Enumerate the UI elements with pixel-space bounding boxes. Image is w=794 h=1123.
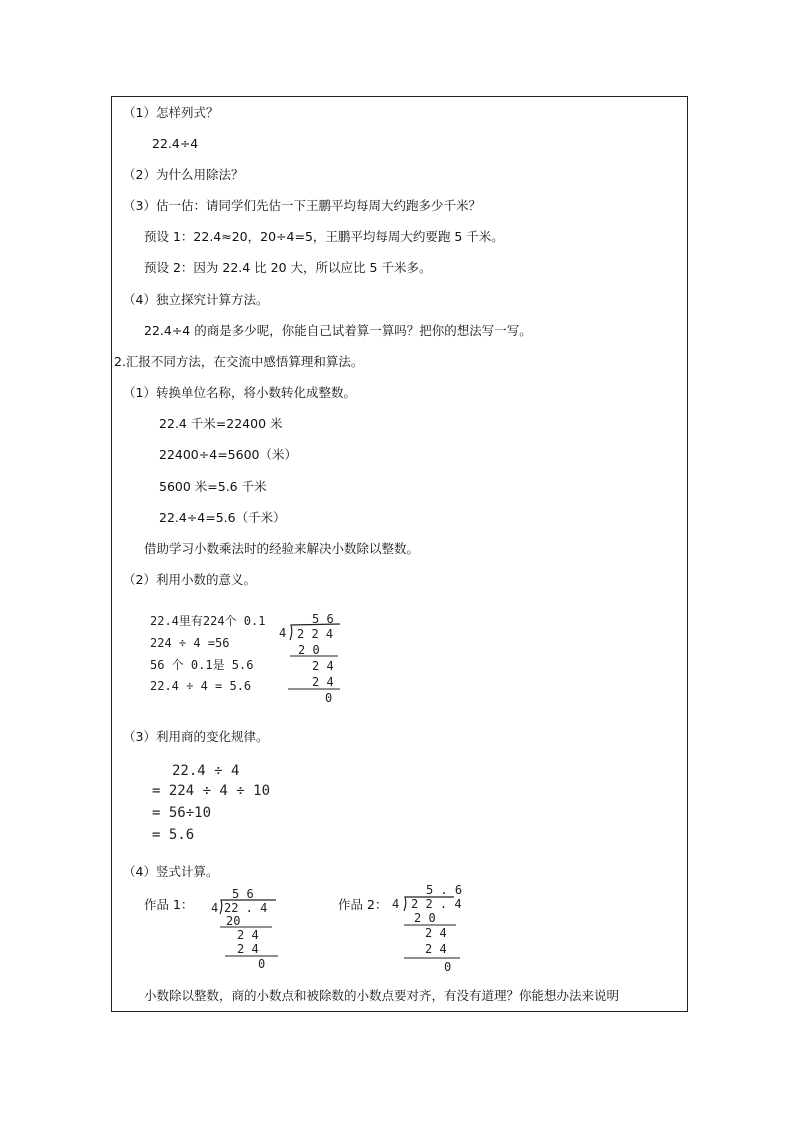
method-3-heading: （3）利用商的变化规律。: [123, 729, 269, 744]
hand3-line-3: = 56÷10: [152, 805, 212, 821]
work-1-label: 作品 1：: [144, 897, 194, 912]
hand2-dividend: 2 2 4: [297, 627, 334, 641]
hand3-line-4: = 5.6: [152, 827, 195, 843]
question-4: （4）独立探究计算方法。: [123, 292, 269, 307]
work2-dividend: 2 2 . 4: [411, 897, 462, 911]
work1-quotient: 5 6: [232, 887, 254, 901]
question-1: （1）怎样列式？: [123, 105, 219, 120]
section-2-heading: 2.汇报不同方法，在交流中感悟算理和算法。: [114, 354, 364, 369]
question-3: （3）估一估：请同学们先估一下王鹏平均每周大约跑多少千米？: [123, 198, 481, 213]
work1-row-4: 0: [258, 957, 266, 971]
guess-1: 预设 1：22.4≈20，20÷4=5，王鹏平均每周大约要跑 5 千米。: [144, 229, 504, 244]
expression: 22.4÷4: [152, 136, 199, 151]
work1-row-1: 20: [226, 914, 241, 928]
hand2-row-1: 2 0: [298, 643, 320, 657]
work1-divisor: 4: [211, 901, 219, 915]
method-1-heading: （1）转换单位名称，将小数转化成整数。: [123, 385, 356, 400]
hand2-line-1: 22.4里有224个 0.1: [150, 614, 266, 628]
work1-row-3: 2 4: [237, 942, 259, 956]
method-1-step-a: 22.4 千米=22400 米: [159, 416, 283, 431]
hand2-line-2: 224 ÷ 4 =56: [150, 636, 230, 650]
closing-question: 小数除以整数，商的小数点和被除数的小数点要对齐，有没有道理？你能想办法来说明: [144, 988, 620, 1003]
hand2-quotient: 5 6: [312, 612, 334, 626]
method-1-note: 借助学习小数乘法时的经验来解决小数除以整数。: [144, 541, 420, 556]
method-1-step-b: 22400÷4=5600（米）: [159, 447, 297, 462]
work-2-label: 作品 2：: [338, 897, 388, 912]
method-2-heading: （2）利用小数的意义。: [123, 572, 256, 587]
work2-divisor: 4: [392, 897, 400, 911]
work2-row-3: 2 4: [425, 942, 447, 956]
hand2-row-3: 2 4: [312, 675, 334, 689]
work1-row-2: 2 4: [237, 928, 259, 942]
hand2-row-2: 2 4: [312, 659, 334, 673]
guess-2: 预设 2：因为 22.4 比 20 大，所以应比 5 千米多。: [144, 260, 432, 275]
work2-quotient: 5 . 6: [426, 883, 463, 897]
question-4-text: 22.4÷4 的商是多少呢，你能自己试着算一算吗？把你的想法写一写。: [144, 323, 532, 338]
hand3-line-1: 22.4 ÷ 4: [172, 763, 240, 779]
hand2-divisor: 4: [279, 626, 287, 640]
hand2-line-3: 56 个 0.1是 5.6: [150, 658, 254, 672]
method-1-step-c: 5600 米=5.6 千米: [159, 479, 267, 494]
hand3-line-2: = 224 ÷ 4 ÷ 10: [152, 783, 271, 799]
work2-row-2: 2 4: [425, 926, 447, 940]
work2-row-1: 2 0: [414, 911, 436, 925]
method-4-heading: （4）竖式计算。: [123, 864, 219, 879]
work1-dividend: 22 . 4: [224, 901, 268, 915]
hand2-line-4: 22.4 ÷ 4 = 5.6: [150, 679, 252, 693]
work2-row-4: 0: [444, 960, 452, 974]
hand2-row-4: 0: [325, 691, 333, 705]
method-1-step-d: 22.4÷4=5.6（千米）: [159, 510, 286, 525]
question-2: （2）为什么用除法？: [123, 167, 244, 182]
